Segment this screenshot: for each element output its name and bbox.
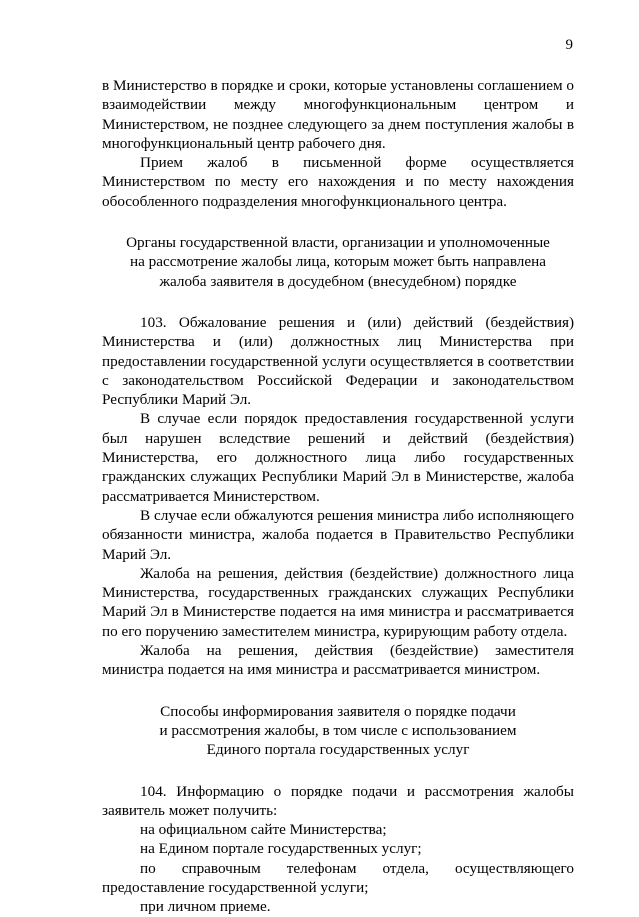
page-number: 9 xyxy=(565,37,573,53)
paragraph-continuation: в Министерство в порядке и сроки, которые установлены соглашением о взаимодействии между многофункциональным центром и Министерством, не позднее следующего за днем поступления жалобы в многофункциональный центр рабочего дня. xyxy=(102,77,574,152)
heading-line: Способы информирования заявителя о порядке подачи xyxy=(160,702,516,720)
section-heading-authorities xyxy=(102,233,574,291)
paragraph-103: 103. Обжалование решения и (или) действий (бездействия) Министерства и (или) должностных лиц Министерства при предоставлении государственной услуги осуществляется в соответствии с законодательством Российской Федерации и законодательством Республики Марий Эл. xyxy=(102,313,574,409)
heading-line: на рассмотрение жалобы лица, которым может быть направлена xyxy=(130,253,546,271)
paragraph-104: 104. Информацию о порядке подачи и рассмотрения жалобы заявитель может получить: xyxy=(102,782,574,819)
list-item: на Едином портале государственных услуг; xyxy=(140,840,422,858)
paragraph-reception: Прием жалоб в письменной форме осуществляется Министерством по месту его нахождения и по месту нахождения обособленного подразделения многофункционального центра. xyxy=(102,154,574,210)
document-body xyxy=(102,76,574,917)
heading-line: Единого портала государственных услуг xyxy=(206,741,470,759)
heading-line: жалоба заявителя в досудебном (внесудебном) порядке xyxy=(159,272,517,290)
list-item-phone: по справочным телефонам отдела, осуществляющего предоставление государственной услуги; xyxy=(102,859,574,896)
paragraph-103-violation: В случае если порядок предоставления государственной услуги был нарушен вследствие решений и действий (бездействия) Министерства, его должностного лица либо государственных гражданских служащих Республики Марий Эл в Министерстве, жалоба рассматривается Министерством. xyxy=(102,410,574,505)
paragraph-103-deputy: Жалоба на решения, действия (бездействие) заместителя министра подается на имя министра и рассматривается министром. xyxy=(102,642,574,679)
heading-line: и рассмотрения жалобы, в том числе с использованием xyxy=(159,721,517,739)
list-item: при личном приеме. xyxy=(140,898,271,916)
paragraph-103-official: Жалоба на решения, действия (бездействие) должностного лица Министерства, государственных гражданских служащих Республики Марий Эл в Министерстве подается на имя министра и рассматривается по его поручению заместителем министра, курирующим работу отдела. xyxy=(102,564,574,640)
section-heading-informing xyxy=(102,702,574,760)
list-item: на официальном сайте Министерства; xyxy=(140,821,387,839)
paragraph-103-minister: В случае если обжалуются решения министра либо исполняющего обязанности министра, жалоба подается в Правительство Республики Марий Эл. xyxy=(102,506,574,563)
heading-line: Органы государственной власти, организации и уполномоченные xyxy=(126,234,550,252)
